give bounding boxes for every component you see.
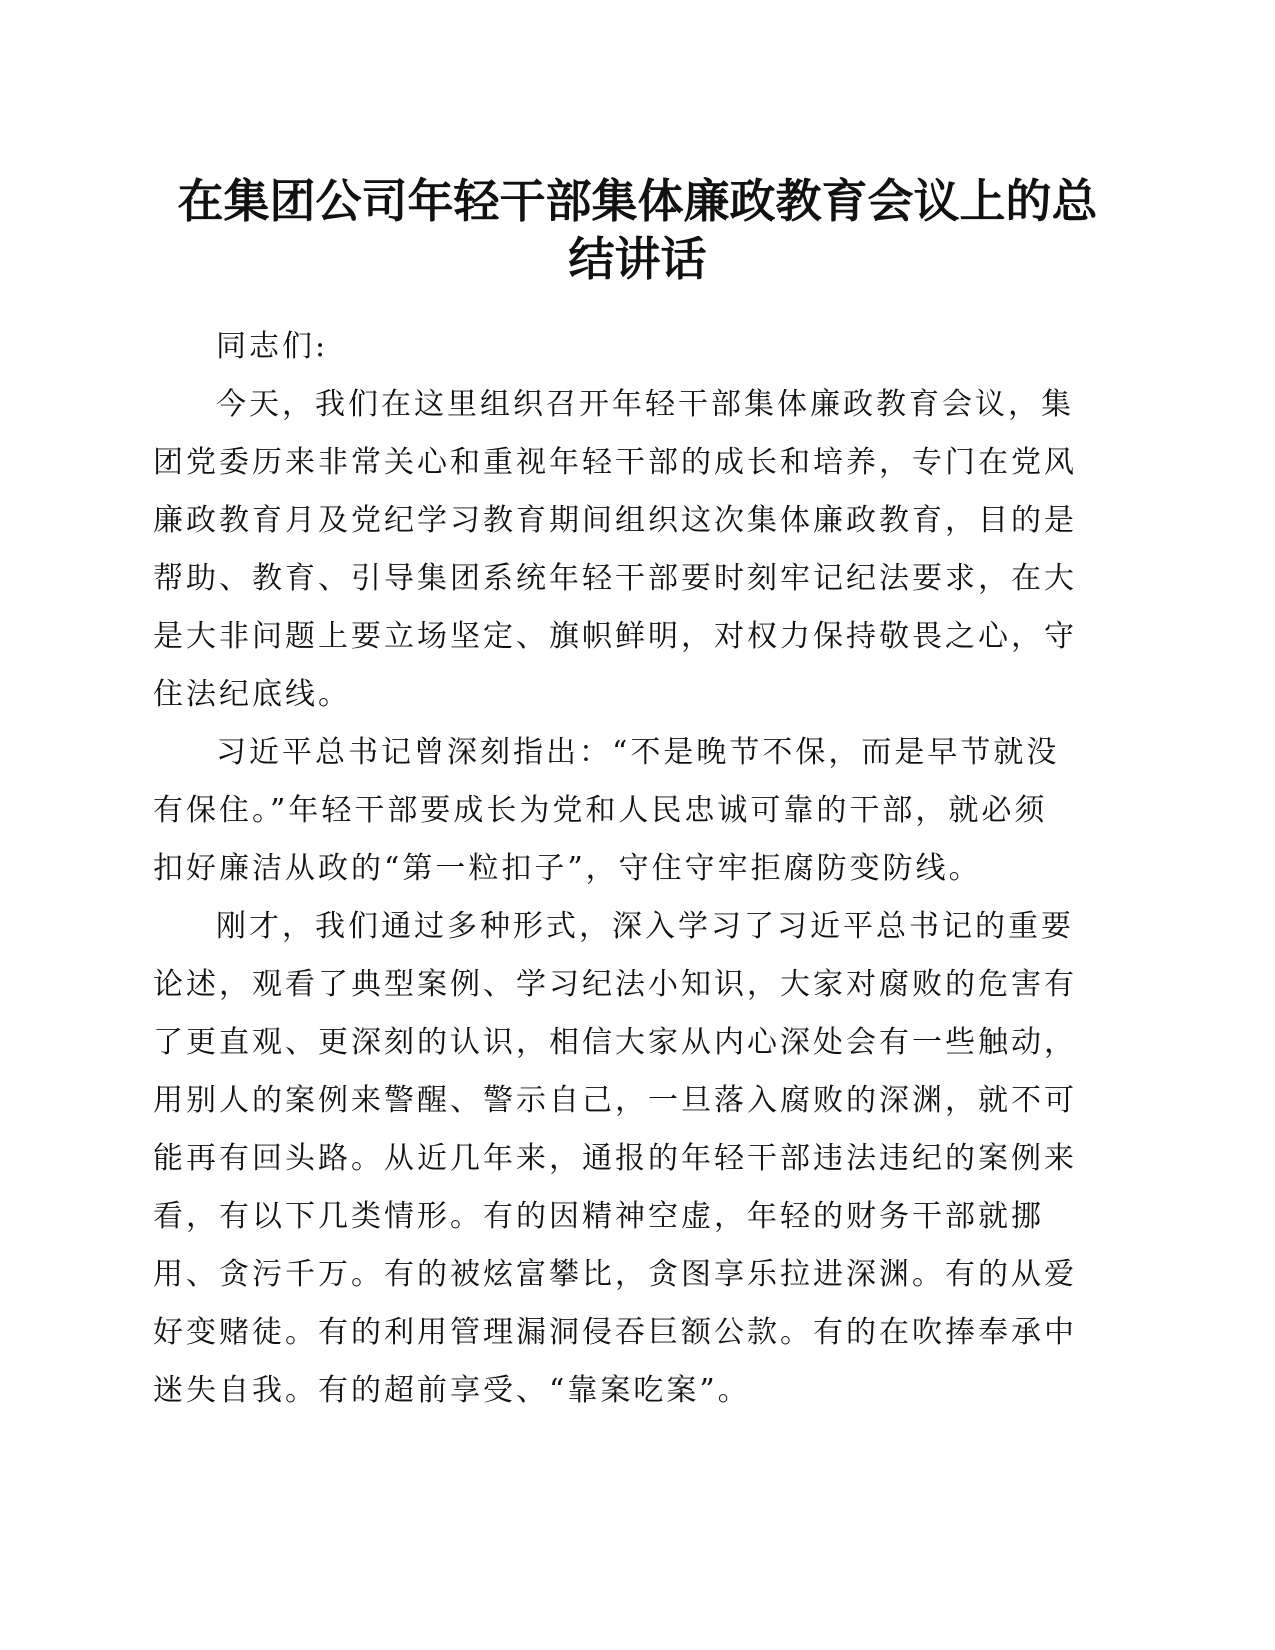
paragraph-2 [153, 724, 1088, 898]
paragraph-1 [153, 376, 1088, 724]
paragraph-line: 帮助、教育、引导集团系统年轻干部要时刻牢记纪法要求，在大 [153, 561, 1077, 596]
paragraph-line: 论述，观看了典型案例、学习纪法小知识，大家对腐败的危害有 [153, 967, 1077, 1002]
salutation: 同志们: [216, 329, 329, 364]
paragraph-line: 刚才，我们通过多种形式，深入学习了习近平总书记的重要 [216, 909, 1074, 944]
paragraph-line: 是大非问题上要立场坚定、旗帜鲜明，对权力保持敬畏之心，守 [153, 619, 1077, 654]
paragraph-line: 团党委历来非常关心和重视年轻干部的成长和培养，专门在党风 [153, 445, 1077, 480]
paragraph-line: 用、贪污千万。有的被炫富攀比，贪图享乐拉进深渊。有的从爱 [153, 1257, 1077, 1292]
paragraph-line: 今天，我们在这里组织召开年轻干部集体廉政教育会议，集 [216, 387, 1074, 422]
paragraph-line: 了更直观、更深刻的认识，相信大家从内心深处会有一些触动， [153, 1025, 1077, 1060]
paragraph-line: 能再有回头路。从近几年来，通报的年轻干部违法违纪的案例来 [153, 1141, 1077, 1176]
paragraph-line: 习近平总书记曾深刻指出：“不是晚节不保，而是早节就没 [216, 735, 1060, 770]
paragraph-line: 有保住。”年轻干部要成长为党和人民忠诚可靠的干部，就必须 [153, 793, 1048, 828]
title-line: 结讲话 [568, 232, 707, 286]
paragraph-line: 迷失自我。有的超前享受、“靠案吃案”。 [153, 1373, 751, 1408]
title-line: 在集团公司年轻干部集体廉政教育会议上的总 [177, 174, 1098, 228]
paragraph-line: 住法纪底线。 [153, 677, 351, 712]
paragraph-line: 用别人的案例来警醒、警示自己，一旦落入腐败的深渊，就不可 [153, 1083, 1077, 1118]
paragraph-3 [153, 898, 1088, 1420]
document-body [153, 318, 1088, 1420]
paragraph-line: 看，有以下几类情形。有的因精神空虚，年轻的财务干部就挪 [153, 1199, 1044, 1234]
paragraph-line: 廉政教育月及党纪学习教育期间组织这次集体廉政教育，目的是 [153, 503, 1077, 538]
paragraph-line: 扣好廉洁从政的“第一粒扣子”，守住守牢拒腐防变防线。 [153, 851, 982, 886]
paragraph-line: 好变赌徒。有的利用管理漏洞侵吞巨额公款。有的在吹捧奉承中 [153, 1315, 1077, 1350]
document-title [150, 172, 1125, 288]
